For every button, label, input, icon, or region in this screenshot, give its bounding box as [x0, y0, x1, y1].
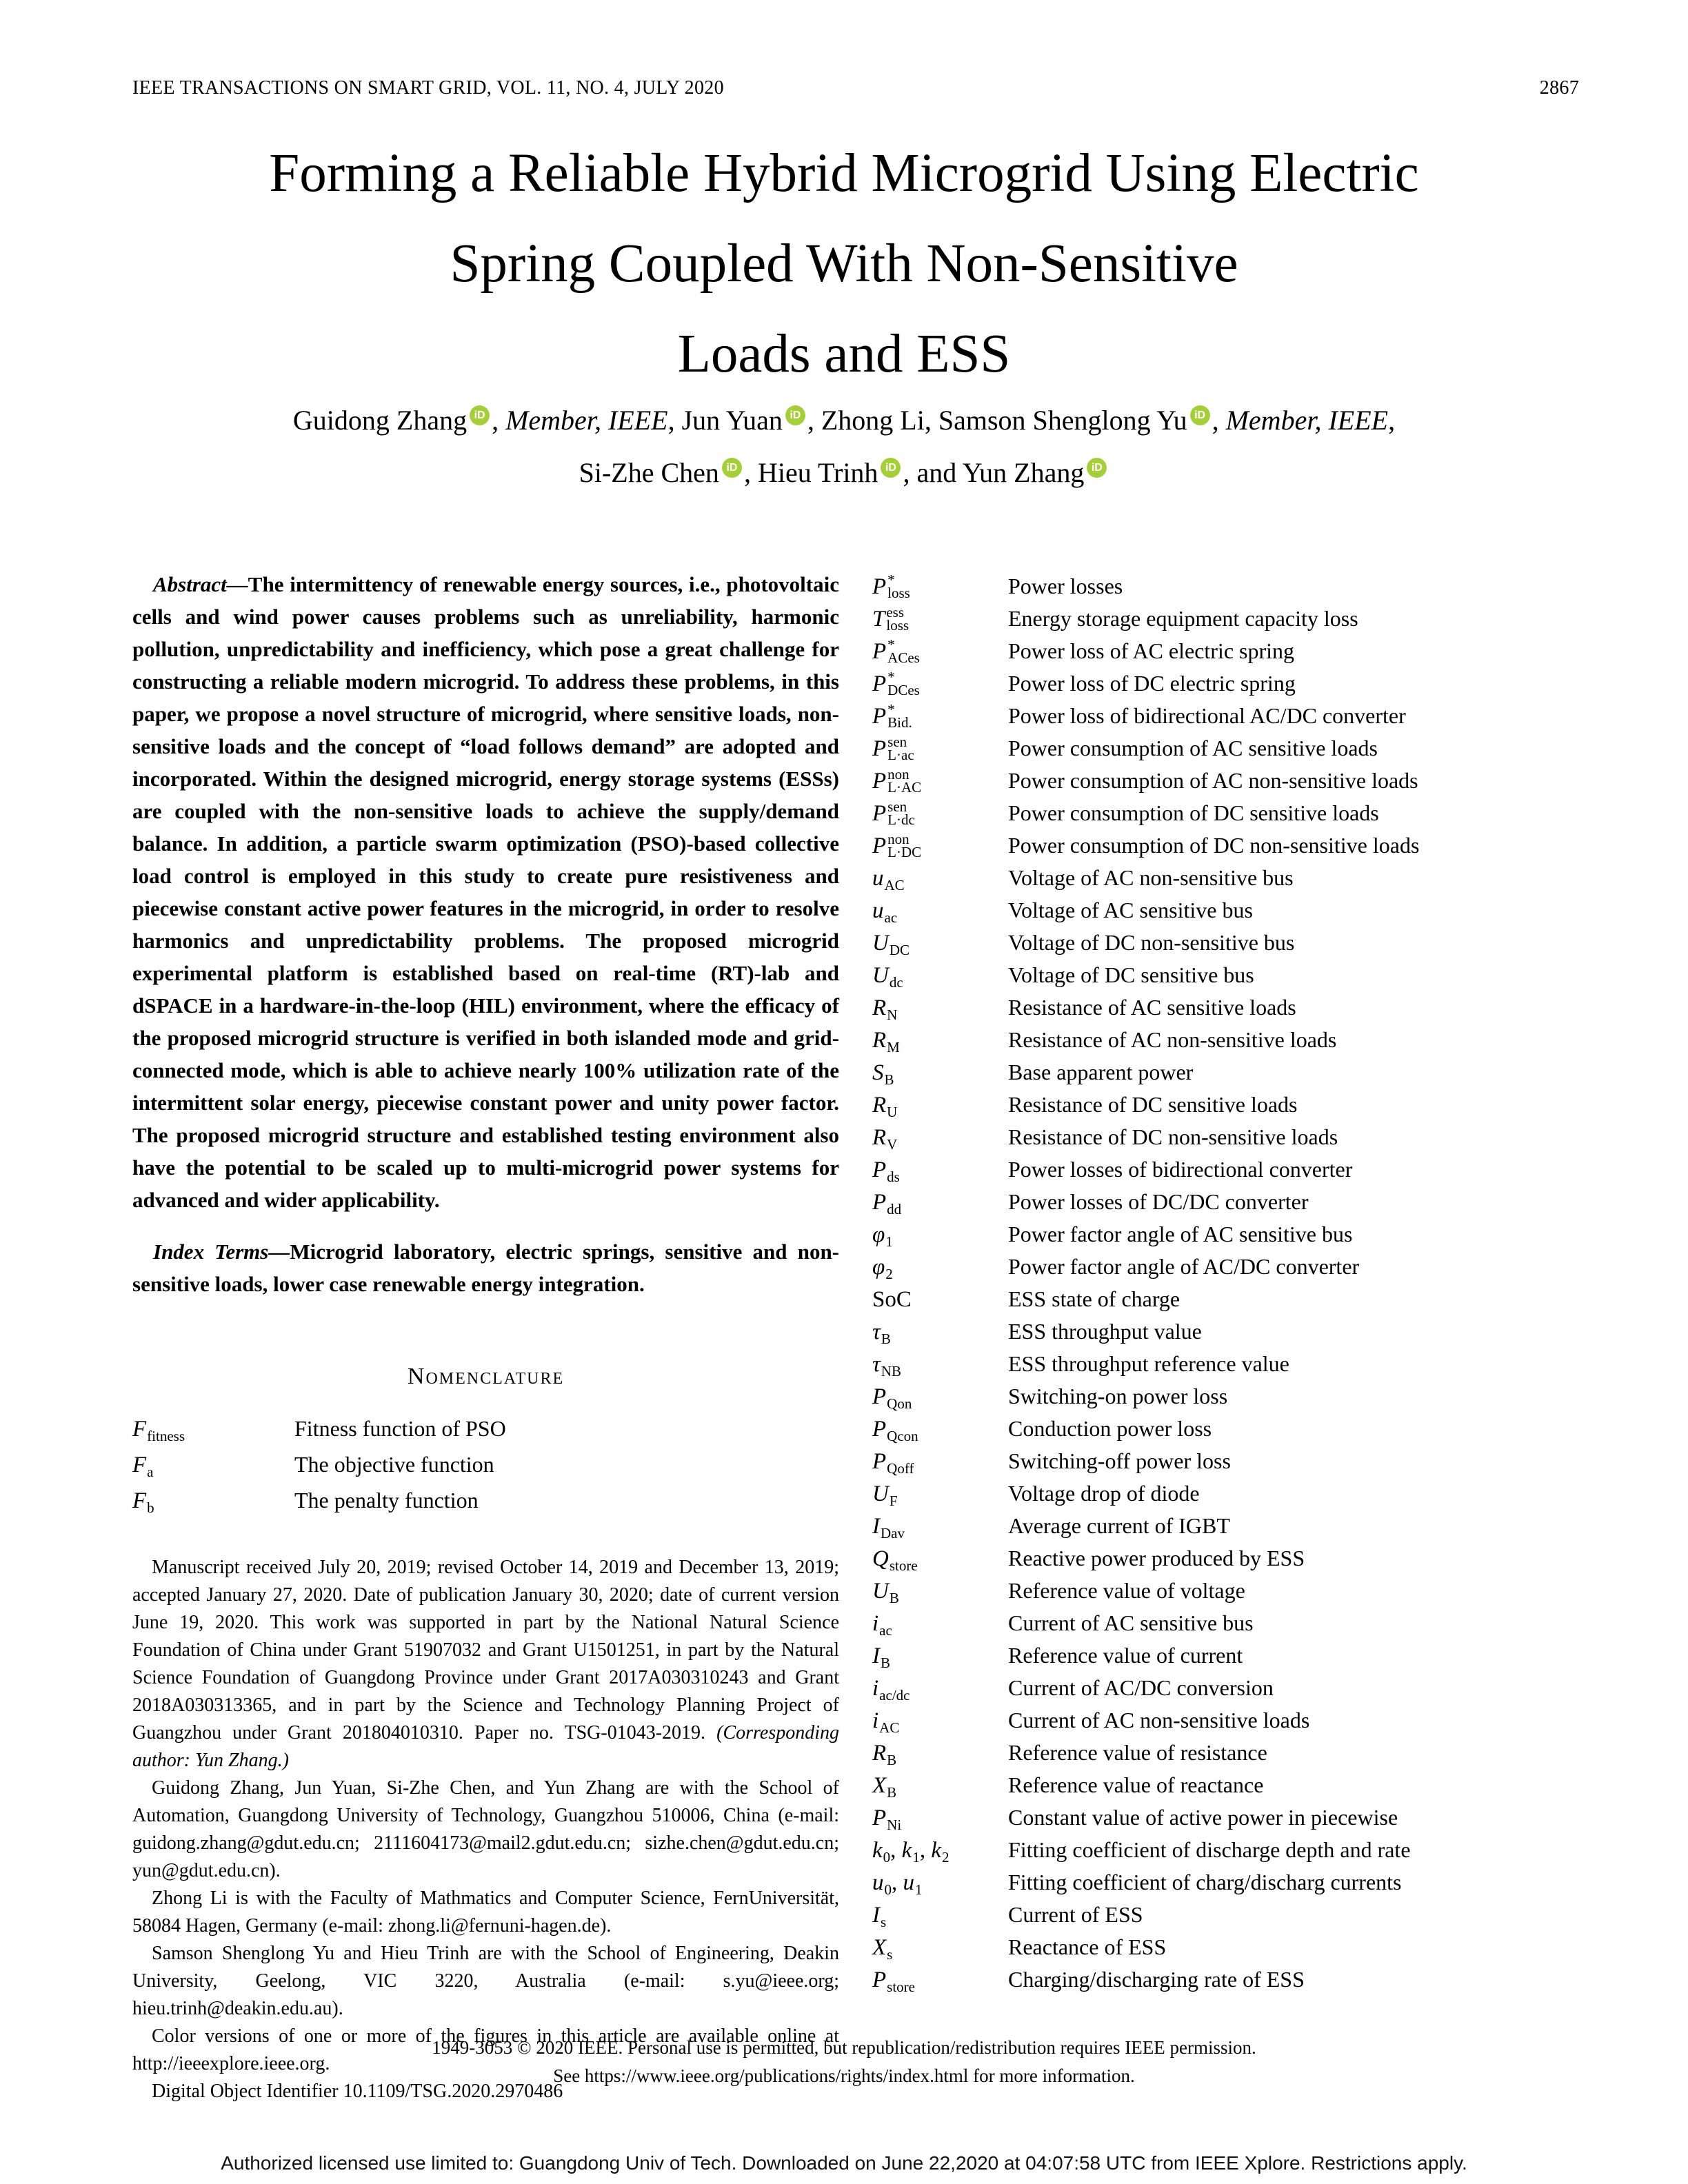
- nomenclature-row: [872, 898, 1579, 930]
- symbol-label: $R_B$: [872, 1741, 897, 1768]
- nomenclature-row: [872, 962, 1579, 995]
- symbol-description: Power losses: [1008, 574, 1123, 598]
- symbol-label: $I_s$: [872, 1903, 887, 1930]
- copyright-line: 1949-3053 © 2020 IEEE. Personal use is permitted, but republication/redistribution requires IEEE permission.: [432, 2037, 1256, 2058]
- symbol-description: Switching-off power loss: [1008, 1448, 1231, 1473]
- page-number: 2867: [1539, 77, 1579, 99]
- symbol-label: $\varphi_2$: [872, 1255, 893, 1282]
- symbol-label: P sen L·dc: [872, 798, 915, 828]
- running-header: [132, 77, 1579, 99]
- author-name: Si-Zhe Chen: [579, 457, 719, 488]
- footnote-text: Guidong Zhang, Jun Yuan, Si-Zhe Chen, and Yun Zhang are with the School of Automation, Guangdong University of Technology, Guangzhou 510006, China (e-mail: guidong.zhang@gdut.edu.cn; 2111604173@mail2.gdut.edu.cn; sizhe.chen@gdut.edu.cn; yun@gdut.edu.cn).: [132, 1777, 839, 1881]
- nomenclature-row: [872, 1481, 1579, 1513]
- author-name: Jun Yuan: [681, 405, 783, 436]
- symbol-description: Power loss of bidirectional AC/DC converter: [1008, 703, 1406, 728]
- abstract-label: Abstract—: [153, 572, 248, 596]
- nomenclature-row: [872, 1060, 1579, 1092]
- nomenclature-row: [872, 1870, 1579, 1902]
- nomenclature-row: [872, 1546, 1579, 1578]
- symbol-label: $P_{dd}$: [872, 1190, 902, 1217]
- symbol-label: $P_{store}$: [872, 1968, 915, 1995]
- symbol-description: Reference value of reactance: [1008, 1772, 1264, 1797]
- nomenclature-row: [872, 1092, 1579, 1124]
- abstract-paragraph: [132, 568, 839, 1216]
- symbol-description: Power consumption of AC non-sensitive loads: [1008, 768, 1418, 793]
- symbol-label: $u_0$, $u_1$: [872, 1870, 923, 1898]
- nomenclature-row: [872, 1384, 1579, 1416]
- symbol-description: ESS throughput value: [1008, 1319, 1202, 1344]
- author-line: [0, 447, 1688, 499]
- nomenclature-list-right: [872, 574, 1579, 1999]
- symbol-description: Power consumption of DC non-sensitive loads: [1008, 833, 1420, 858]
- symbol-description: ESS throughput reference value: [1008, 1351, 1289, 1376]
- symbol-description: Current of ESS: [1008, 1902, 1143, 1927]
- symbol-description: Resistance of AC sensitive loads: [1008, 995, 1296, 1020]
- symbol-label: $U_{dc}$: [872, 963, 903, 991]
- nomenclature-row: [872, 768, 1579, 800]
- symbol-description: Switching-on power loss: [1008, 1384, 1228, 1408]
- nomenclature-row: [872, 1222, 1579, 1254]
- symbol-description: Power losses of DC/DC converter: [1008, 1189, 1309, 1214]
- symbol-label: $U_B$: [872, 1579, 899, 1606]
- abstract-text: The intermittency of renewable energy sources, i.e., photovoltaic cells and wind power causes problems such as unreliability, harmonic pollution, unpredictability and inefficiency, which pose a great challenge for constructing a reliable modern microgrid. To address these problems, in this paper, we propose a novel structure of microgrid, where sensitive loads, non-sensitive loads and the concept of “load follows demand” are adopted and incorporated. Within the designed microgrid, energy storage systems (ESSs) are coupled with the non-sensitive loads to achieve the supply/demand balance. In addition, a particle swarm optimization (PSO)-based collective load control is employed in this study to create pure resistiveness and piecewise constant active power features in the microgrid, in order to resolve harmonics and unpredictability problems. The proposed microgrid experimental platform is established based on real-time (RT)-lab and dSPACE in a hardware-in-the-loop (HIL) environment, where the efficacy of the proposed microgrid structure is verified in both islanded mode and grid-connected mode, which is able to achieve nearly 100% utilization rate of the intermittent solar energy, piecewise constant power and unity power factor. The proposed microgrid structure and established testing environment also have the potential to be scaled up to multi-microgrid power systems for advanced and wider applicability.: [132, 572, 839, 1212]
- symbol-description: Charging/discharging rate of ESS: [1008, 1967, 1305, 1992]
- nomenclature-row: [872, 1837, 1579, 1870]
- download-notice: Authorized licensed use limited to: Guangdong Univ of Tech. Downloaded on June 22,2020 at 04:07:58 UTC from IEEE Xplore. Restrictions apply.: [221, 2152, 1467, 2174]
- nomenclature-row: [872, 638, 1579, 671]
- nomenclature-row: [872, 1027, 1579, 1060]
- index-terms-text: Microgrid laboratory, electric springs, sensitive and non-sensitive loads, lower case renewable energy integration.: [132, 1240, 840, 1296]
- symbol-label: $I_{Dav}$: [872, 1514, 905, 1541]
- symbol-description: Resistance of DC non-sensitive loads: [1008, 1124, 1338, 1149]
- symbol-label: P * DCes: [872, 669, 920, 698]
- index-terms-paragraph: [132, 1235, 839, 1300]
- symbol-description: Resistance of DC sensitive loads: [1008, 1092, 1298, 1117]
- symbol-description: Energy storage equipment capacity loss: [1008, 606, 1358, 631]
- author-name: ,: [743, 457, 758, 488]
- symbol-description: Power factor angle of AC sensitive bus: [1008, 1222, 1353, 1246]
- symbol-label: $i_{ac/dc}$: [872, 1676, 910, 1703]
- nomenclature-row: [872, 1740, 1579, 1772]
- symbol-description: Voltage of AC sensitive bus: [1008, 898, 1253, 922]
- symbol-description: Base apparent power: [1008, 1060, 1194, 1084]
- symbol-label: SoC: [872, 1287, 912, 1312]
- footnote-paragraph: [132, 1940, 839, 2023]
- symbol-description: Current of AC non-sensitive loads: [1008, 1708, 1310, 1732]
- symbol-label: $F_a$: [132, 1453, 154, 1480]
- nomenclature-row: [872, 703, 1579, 736]
- symbol-description: Power losses of bidirectional converter: [1008, 1157, 1353, 1182]
- orcid-icon[interactable]: iD: [470, 405, 490, 425]
- right-column: [872, 568, 1579, 2105]
- symbol-description: Fitting coefficient of discharge depth and rate: [1008, 1837, 1411, 1862]
- symbol-label: $X_B$: [872, 1773, 897, 1801]
- nomenclature-row: [132, 1488, 839, 1524]
- rights-url-line: See https://www.ieee.org/publications/rights/index.html for more information.: [553, 2065, 1135, 2086]
- symbol-label: $P_{Qon}$: [872, 1384, 912, 1412]
- nomenclature-row: [872, 1286, 1579, 1319]
- symbol-description: Reference value of resistance: [1008, 1740, 1267, 1765]
- author-name: ,: [1212, 405, 1226, 436]
- nomenclature-row: [872, 1772, 1579, 1805]
- symbol-description: The penalty function: [294, 1488, 479, 1513]
- symbol-description: Fitness function of PSO: [294, 1416, 506, 1441]
- author-name: ,: [1388, 405, 1396, 436]
- nomenclature-row: [872, 1351, 1579, 1384]
- nomenclature-row: [872, 800, 1579, 833]
- symbol-label: $u_{ac}$: [872, 898, 898, 926]
- symbol-label: $F_b$: [132, 1488, 154, 1516]
- symbol-label: $I_B$: [872, 1644, 891, 1671]
- symbol-description: Power consumption of AC sensitive loads: [1008, 736, 1378, 760]
- orcid-icon[interactable]: iD: [1087, 458, 1107, 478]
- author-name: ,: [492, 405, 506, 436]
- symbol-label: $P_{Qoff}$: [872, 1449, 914, 1477]
- corresponding-author-note: (Corresponding author: Yun Zhang.): [132, 1722, 839, 1771]
- symbol-label: $X_s$: [872, 1935, 893, 1963]
- symbol-description: Power factor angle of AC/DC converter: [1008, 1254, 1360, 1279]
- journal-title: IEEE TRANSACTIONS ON SMART GRID, VOL. 11, NO. 4, JULY 2020: [132, 77, 724, 99]
- symbol-description: Voltage of AC non-sensitive bus: [1008, 865, 1294, 890]
- symbol-label: T ess loss: [872, 604, 910, 634]
- nomenclature-row: [872, 1643, 1579, 1675]
- symbol-description: Voltage drop of diode: [1008, 1481, 1200, 1506]
- nomenclature-row: [872, 1157, 1579, 1189]
- nomenclature-row: [872, 1708, 1579, 1740]
- symbol-description: Fitting coefficient of charg/discharg currents: [1008, 1870, 1402, 1894]
- symbol-description: Average current of IGBT: [1008, 1513, 1230, 1538]
- symbol-label: $U_F$: [872, 1482, 898, 1509]
- paper-title-line: Forming a Reliable Hybrid Microgrid Using Electric: [269, 143, 1419, 203]
- symbol-label: P sen L·ac: [872, 734, 914, 763]
- nomenclature-row: [872, 1254, 1579, 1286]
- symbol-label: $Q_{store}$: [872, 1546, 918, 1574]
- symbol-description: Conduction power loss: [1008, 1416, 1212, 1441]
- nomenclature-row: [872, 1967, 1579, 1999]
- nomenclature-row: [872, 833, 1579, 865]
- symbol-label: $\tau_{NB}$: [872, 1352, 901, 1379]
- symbol-description: Reference value of voltage: [1008, 1578, 1245, 1603]
- paper-title-line: Loads and ESS: [677, 324, 1011, 384]
- nomenclature-row: [872, 574, 1579, 606]
- footnote-text: Digital Object Identifier 10.1109/TSG.2020.2970486: [152, 2081, 563, 2102]
- symbol-label: $u_{AC}$: [872, 866, 905, 893]
- author-name: Guidong Zhang: [292, 405, 468, 436]
- paper-title-line: Spring Coupled With Non-Sensitive: [450, 234, 1238, 294]
- symbol-label: $S_B$: [872, 1060, 894, 1088]
- symbol-label: $P_{Qcon}$: [872, 1417, 918, 1444]
- first-page-footnote: [132, 1554, 839, 2105]
- symbol-description: Power consumption of DC sensitive loads: [1008, 800, 1379, 825]
- orcid-icon[interactable]: iD: [1190, 405, 1210, 425]
- nomenclature-row: [872, 1448, 1579, 1481]
- author-name: Hieu Trinh: [757, 457, 878, 488]
- nomenclature-list-left: [132, 1416, 839, 1524]
- symbol-description: Voltage of DC sensitive bus: [1008, 962, 1254, 987]
- symbol-description: Power loss of AC electric spring: [1008, 638, 1295, 663]
- symbol-label: $R_U$: [872, 1093, 898, 1120]
- symbol-label: P * Bid.: [872, 701, 912, 731]
- symbol-label: P non L·DC: [872, 831, 922, 860]
- symbol-label: $i_{ac}$: [872, 1611, 892, 1639]
- nomenclature-row: [872, 1513, 1579, 1546]
- footnote-paragraph: [132, 1775, 839, 1885]
- nomenclature-row: [872, 995, 1579, 1027]
- symbol-label: $R_M$: [872, 1028, 900, 1055]
- symbol-label: $\tau_B$: [872, 1320, 891, 1347]
- footnote-text: Samson Shenglong Yu and Hieu Trinh are with the School of Engineering, Deakin University, Geelong, VIC 3220, Australia (e-mail: s.yu@ieee.org; hieu.trinh@deakin.edu.au).: [132, 1943, 839, 2019]
- nomenclature-row: [872, 1610, 1579, 1643]
- nomenclature-row: [872, 1124, 1579, 1157]
- symbol-description: Reference value of current: [1008, 1643, 1243, 1668]
- member-designation: Member, IEEE: [1225, 405, 1389, 436]
- nomenclature-row: [872, 736, 1579, 768]
- symbol-description: Current of AC/DC conversion: [1008, 1675, 1274, 1700]
- nomenclature-row: [872, 671, 1579, 703]
- symbol-label: P non L·AC: [872, 766, 922, 796]
- author-name: Samson Shenglong Yu: [938, 405, 1187, 436]
- symbol-description: The objective function: [294, 1452, 494, 1477]
- footnote-paragraph: [132, 1885, 839, 1940]
- nomenclature-row: [872, 930, 1579, 962]
- symbol-label: $\varphi_1$: [872, 1222, 893, 1250]
- left-column: [132, 568, 839, 2105]
- index-terms-label: Index Terms—: [153, 1240, 290, 1264]
- author-name: , and: [903, 457, 963, 488]
- symbol-label: $P_{Ni}$: [872, 1806, 902, 1833]
- nomenclature-row: [872, 1934, 1579, 1967]
- symbol-label: $U_{DC}$: [872, 931, 910, 958]
- orcid-icon[interactable]: iD: [881, 458, 901, 478]
- nomenclature-row: [872, 1675, 1579, 1708]
- orcid-icon[interactable]: iD: [785, 405, 805, 425]
- two-column-body: [132, 568, 1579, 2105]
- author-name: , Zhong Li,: [807, 405, 938, 436]
- symbol-description: Reactance of ESS: [1008, 1934, 1167, 1959]
- copyright-footer: [0, 2034, 1688, 2090]
- nomenclature-row: [872, 1416, 1579, 1448]
- nomenclature-row: [872, 1578, 1579, 1610]
- symbol-description: Current of AC sensitive bus: [1008, 1610, 1254, 1635]
- orcid-icon[interactable]: iD: [722, 458, 742, 478]
- nomenclature-row: [872, 1805, 1579, 1837]
- symbol-description: Power loss of DC electric spring: [1008, 671, 1296, 696]
- paper-title: [0, 128, 1688, 399]
- author-list: [0, 394, 1688, 499]
- author-name: ,: [667, 405, 682, 436]
- symbol-label: $F_{fitness}$: [132, 1417, 185, 1444]
- symbol-description: Reactive power produced by ESS: [1008, 1546, 1305, 1570]
- footnote-text: Manuscript received July 20, 2019; revised October 14, 2019 and December 13, 2019; accepted January 27, 2020. Date of publication January 30, 2020; date of current version June 19, 2020. This work was supported in part by the National Natural Science Foundation of China under Grant 51907032 and Grant U1501251, in part by the Natural Science Foundation of Guangdong Province under Grant 2017A030310243 and Grant 2018A030313365, and in part by the Science and Technology Planning Project of Guangzhou under Grant 201804010310. Paper no. TSG-01043-2019.: [132, 1557, 839, 1743]
- nomenclature-row: [872, 1319, 1579, 1351]
- footnote-paragraph: [132, 1554, 839, 1775]
- symbol-description: ESS state of charge: [1008, 1286, 1180, 1311]
- nomenclature-row: [132, 1416, 839, 1452]
- member-designation: Member, IEEE: [505, 405, 668, 436]
- nomenclature-heading: Nomenclature: [407, 1364, 565, 1389]
- footnote-text: Zhong Li is with the Faculty of Mathmatics and Computer Science, FernUniversität, 58084 Hagen, Germany (e-mail: zhong.li@fernuni-hagen.de).: [132, 1888, 839, 1937]
- symbol-label: P * ACes: [872, 636, 920, 666]
- symbol-description: Constant value of active power in piecewise: [1008, 1805, 1398, 1830]
- symbol-description: Resistance of AC non-sensitive loads: [1008, 1027, 1337, 1052]
- footnote-text: Color versions of one or more of the figures in this article are available online at http://ieeexplore.ieee.org.: [132, 2025, 839, 2074]
- author-line: [0, 394, 1688, 447]
- author-name: Yun Zhang: [962, 457, 1085, 488]
- symbol-label: $R_V$: [872, 1125, 898, 1153]
- nomenclature-row: [872, 865, 1579, 898]
- nomenclature-row: [872, 606, 1579, 638]
- symbol-label: P * loss: [872, 572, 910, 601]
- symbol-label: $P_{ds}$: [872, 1157, 900, 1185]
- nomenclature-row: [872, 1902, 1579, 1934]
- symbol-label: $i_{AC}$: [872, 1708, 900, 1736]
- nomenclature-row: [872, 1189, 1579, 1222]
- symbol-label: $R_N$: [872, 995, 898, 1023]
- symbol-label: $k_0$, $k_1$, $k_2$: [872, 1838, 950, 1866]
- nomenclature-row: [132, 1452, 839, 1488]
- symbol-description: Voltage of DC non-sensitive bus: [1008, 930, 1295, 955]
